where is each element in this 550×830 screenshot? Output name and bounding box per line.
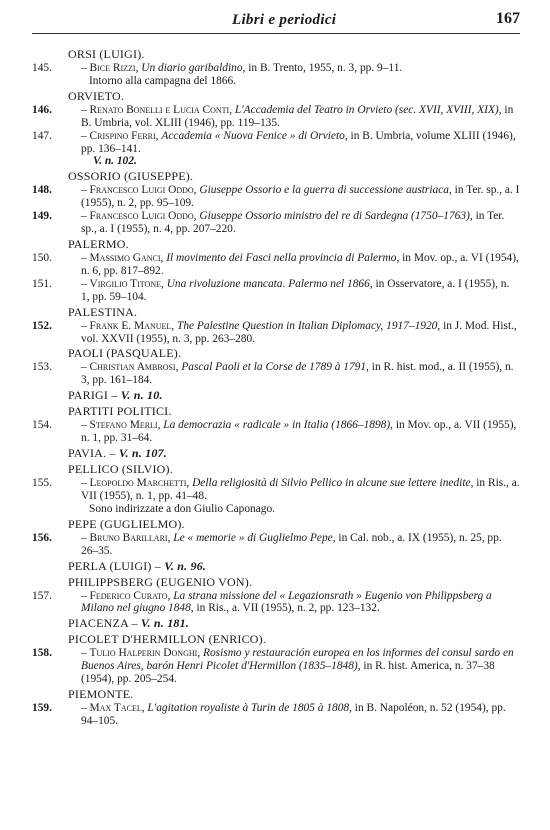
entry-number: 156. [32,531,52,544]
entry-title: L'Accademia del Teatro in Orvieto (sec. XVII, XVIII, XIX) [234,103,499,116]
section-heading-text: PICOLET D'HERMILLON (ENRICO). [68,632,267,647]
bibliography-entry [32,361,520,387]
section-heading-text: PIEMONTE. [68,687,134,702]
section-heading-text: PAOLI (PASQUALE). [68,346,182,361]
entry-number: 159. [32,702,52,715]
section-heading [32,169,520,184]
section-heading [32,575,520,590]
entry-author: Max Tacel [89,702,142,715]
entry-title: Il movimento dei Fasci nella provincia di Palermo [166,251,397,264]
bibliography-entry [32,210,520,236]
section-heading [32,305,520,320]
entry-body: – Bice Rizzi, Un diario garibaldino, in B. Trento, 1955, n. 3, pp. 9–11. Intorno alla campagna del 1866. [81,62,520,88]
section-heading-text: PERLA (LUIGI) – [68,558,161,573]
see-reference: V. n. 181. [140,616,190,631]
bibliography-entry [32,278,520,304]
entry-title: L'agitation royaliste à Turin de 1805 à 1808 [147,702,350,715]
entry-citation: , in B. Umbria, vol. XLIII (1946), pp. 119–135. [81,103,514,129]
section-heading [32,237,520,252]
bibliography-entry [32,184,520,210]
section-heading-text: PELLICO (SILVIO). [68,462,173,477]
bibliography-entry [32,419,520,445]
entry-body: – Frank E. Manuel, The Palestine Question in Italian Diplomacy, 1917–1920, in J. Mod. Hist., vol. XXVII (1955), n. 3, pp. 263–280. [81,319,517,345]
entry-body: – Stefano Merli, La democrazia « radicale » in Italia (1866–1898), in Mov. op., a. VII (1955), n. 1, pp. 31–64. [81,419,517,445]
entry-author: Frank E. Manuel [89,319,172,332]
entry-title: Giuseppe Ossorio e la guerra di successione austriaca [199,184,449,197]
entry-citation: , in J. Mod. Hist., vol. XXVII (1955), n. 3, pp. 263–280. [81,319,517,345]
entry-citation: , in B. Napoléon, n. 52 (1954), pp. 94–105. [81,702,506,727]
entry-citation: , in B. Umbria, volume XLIII (1946), pp. 136–141. [81,129,516,155]
entry-body: – Max Tacel, L'agitation royaliste à Turin de 1805 à 1808, in B. Napoléon, n. 52 (1954), pp. 94–105. [81,702,506,727]
entry-number: 145. [32,62,52,74]
entry-number: 152. [32,319,52,332]
entry-citation: , in Ris., a. VII (1955), n. 1, pp. 41–48. [81,477,520,502]
entry-body: – Massimo Ganci, Il movimento dei Fasci nella provincia di Palermo, in Mov. op., a. VI (1954), n. 6, pp. 817–892. [81,251,519,277]
entry-note: Sono indirizzate a don Giulio Caponago. [89,502,276,515]
entry-body: – Federico Curato, La strana missione del « Legazionsrath » Eugenio von Philippsberg a Milano nel giugno 1848, in Ris., a. VII (1955), n. 2, pp. 123–132. [81,589,492,615]
section-heading-text: PIACENZA – [68,616,138,631]
entry-body: – Christian Ambrosi, Pascal Paoli et la Corse de 1789 à 1791, in R. hist. mod., a. II (1955), n. 3, pp. 161–184. [81,361,514,387]
section-heading-text: PHILIPPSBERG (EUGENIO VON). [68,574,253,589]
section-heading [32,388,520,403]
entry-body: – Virgilio Titone, Una rivoluzione mancata. Palermo nel 1866, in Osservatore, a. I (1955), n. 1, pp. 59–104. [81,277,510,303]
entry-author: Francesco Luigi Oddo [89,184,194,197]
entry-title: Pascal Paoli et la Corse de 1789 à 1791 [181,361,367,374]
bibliography-entry [32,477,520,516]
entry-author: Renato Bonelli e Lucia Conti [89,103,230,116]
entry-title: Una rivoluzione mancata. Palermo nel 1866 [166,277,370,290]
entry-citation: , in Ter. sp., a. I (1955), n. 4, pp. 207–220. [81,210,505,236]
entry-author: Federico Curato [89,589,168,602]
entry-body: – Renato Bonelli e Lucia Conti, L'Accademia del Teatro in Orvieto (sec. XVII, XVIII, XIX), in B. Umbria, vol. XLIII (1946), pp. 119–135. [81,103,514,129]
see-reference: V. n. 10. [120,388,163,403]
entry-body: – Bruno Barillari, Le « memorie » di Guglielmo Pepe, in Cal. nob., a. IX (1955), n. 25, pp. 26–35. [81,531,502,557]
entry-citation: , in Ter. sp., a. I (1955), n. 2, pp. 95–109. [81,184,520,210]
entry-body: – Francesco Luigi Oddo, Giuseppe Ossorio e la guerra di successione austriaca, in Ter. sp., a. I (1955), n. 2, pp. 95–109. [81,184,520,210]
section-heading-text: PARTITI POLITICI. [68,404,172,419]
bibliography-entry [32,252,520,278]
entry-author: Crispino Ferri [89,129,156,142]
section-heading-text: ORSI (LUIGI). [68,47,145,61]
entry-citation: , in Mov. op., a. VII (1955), n. 1, pp. 31–64. [81,419,517,445]
entry-body: – Francesco Luigi Oddo, Giuseppe Ossorio ministro del re di Sardegna (1750–1763), in Ter. sp., a. I (1955), n. 4, pp. 207–220. [81,210,505,236]
entry-number: 155. [32,477,52,490]
entry-title: The Palestine Question in Italian Diplomacy, 1917–1920 [177,319,438,332]
entry-cross-reference: V. n. 102. [93,155,137,168]
entry-author: Massimo Ganci [89,251,161,264]
section-heading [32,687,520,702]
entry-author: Bice Rizzi [89,62,136,74]
section-heading-text: OSSORIO (GIUSEPPE). [68,169,194,184]
entry-author: Virgilio Titone [89,277,161,290]
section-heading-text: PALERMO. [68,236,129,251]
section-heading [32,517,520,532]
entry-citation: , in R. hist. mod., a. II (1955), n. 3, pp. 161–184. [81,361,514,387]
entry-title: Le « memorie » di Guglielmo Pepe [173,531,333,544]
bibliography-entry [32,62,520,88]
entry-number: 147. [32,129,52,142]
section-heading-text: PARIGI – [68,388,118,403]
page-number: 167 [496,10,520,27]
entry-title: Un diario garibaldino [141,62,243,74]
entry-number: 146. [32,103,52,116]
bibliography-entry [32,320,520,346]
bibliography-entry [32,130,520,169]
see-reference: V. n. 96. [164,558,207,573]
section-heading [32,462,520,477]
section-heading [32,47,520,62]
entry-author: Stefano Merli [89,419,158,432]
bibliography-entry [32,532,520,558]
entry-number: 153. [32,361,52,374]
entry-title: Accademia « Nuova Fenice » di Orvieto [161,129,345,142]
section-heading [32,446,520,461]
bibliography-entry [32,590,520,616]
entry-number: 158. [32,647,52,660]
bibliography-entry [32,647,520,686]
entry-number: 157. [32,589,52,602]
section-heading [32,559,520,574]
bibliography-entry [32,104,520,130]
entry-number: 151. [32,277,52,290]
entry-title: Della religiosità di Silvio Pellico in alcune sue lettere inedite [192,477,471,490]
running-title: Libri e periodici [232,12,337,28]
bibliography-entry [32,702,520,728]
entry-author: Francesco Luigi Oddo [89,210,194,223]
entry-body: – Crispino Ferri, Accademia « Nuova Fenice » di Orvieto, in B. Umbria, volume XLIII (1946), pp. 136–141. V. n. 102. [81,130,520,169]
entry-note: Intorno alla campagna del 1866. [89,74,237,87]
section-heading [32,89,520,104]
entry-title: La democrazia « radicale » in Italia (1866–1898) [163,419,391,432]
section-heading-text: PAVIA. – [68,446,116,461]
entry-body: – Tulio Halperin Donghi, Rosismo y restauración europea en los informes del consul sardo en Buenos Aires, barón Henri Picolet d'Hermillon (1835–1848), in R. hist. America, n. 37–38 (1954), pp. 205–254. [81,647,514,686]
bibliography-list [32,47,520,728]
section-heading [32,404,520,419]
entry-citation: , in Ris., a. VII (1955), n. 2, pp. 123–132. [190,602,380,615]
entry-title: La strana missione del « Legazionsrath » Eugenio von Philippsberg a Milano nel giugno 1848 [81,589,492,615]
entry-citation: , in Cal. nob., a. IX (1955), n. 25, pp. 26–35. [81,531,502,557]
entry-number: 150. [32,251,52,264]
entry-citation: , in Mov. op., a. VI (1954), n. 6, pp. 817–892. [81,251,519,277]
header-rule [32,33,520,34]
section-heading [32,346,520,361]
entry-title: Rosismo y restauración europea en los informes del consul sardo en Buenos Aires, barón Henri Picolet d'Hermillon (1835–1848) [81,647,514,673]
entry-number: 154. [32,419,52,432]
section-heading-text: PALESTINA. [68,304,138,319]
see-reference: V. n. 107. [118,446,167,461]
entry-citation: , in B. Trento, 1955, n. 3, pp. 9–11. [242,62,403,74]
entry-author: Leopoldo Marchetti [89,477,187,490]
entry-citation: , in R. hist. America, n. 37–38 (1954), pp. 205–254. [81,660,495,686]
section-heading [32,616,520,631]
running-head [32,0,520,46]
section-heading-text: PEPE (GUGLIELMO). [68,516,185,531]
entry-body: – Leopoldo Marchetti, Della religiosità di Silvio Pellico in alcune sue lettere inedite, in Ris., a. VII (1955), n. 1, pp. 41–48. Sono indirizzate a don Giulio Caponago. [81,477,520,515]
entry-author: Tulio Halperin Donghi [89,647,198,660]
entry-number: 149. [32,210,52,223]
entry-author: Bruno Barillari [89,531,168,544]
section-heading [32,632,520,647]
entry-number: 148. [32,184,52,197]
entry-title: Giuseppe Ossorio ministro del re di Sardegna (1750–1763) [199,210,470,223]
section-heading-text: ORVIETO. [68,88,125,103]
entry-citation: , in Osservatore, a. I (1955), n. 1, pp. 59–104. [81,277,510,303]
entry-author: Christian Ambrosi [89,361,176,374]
